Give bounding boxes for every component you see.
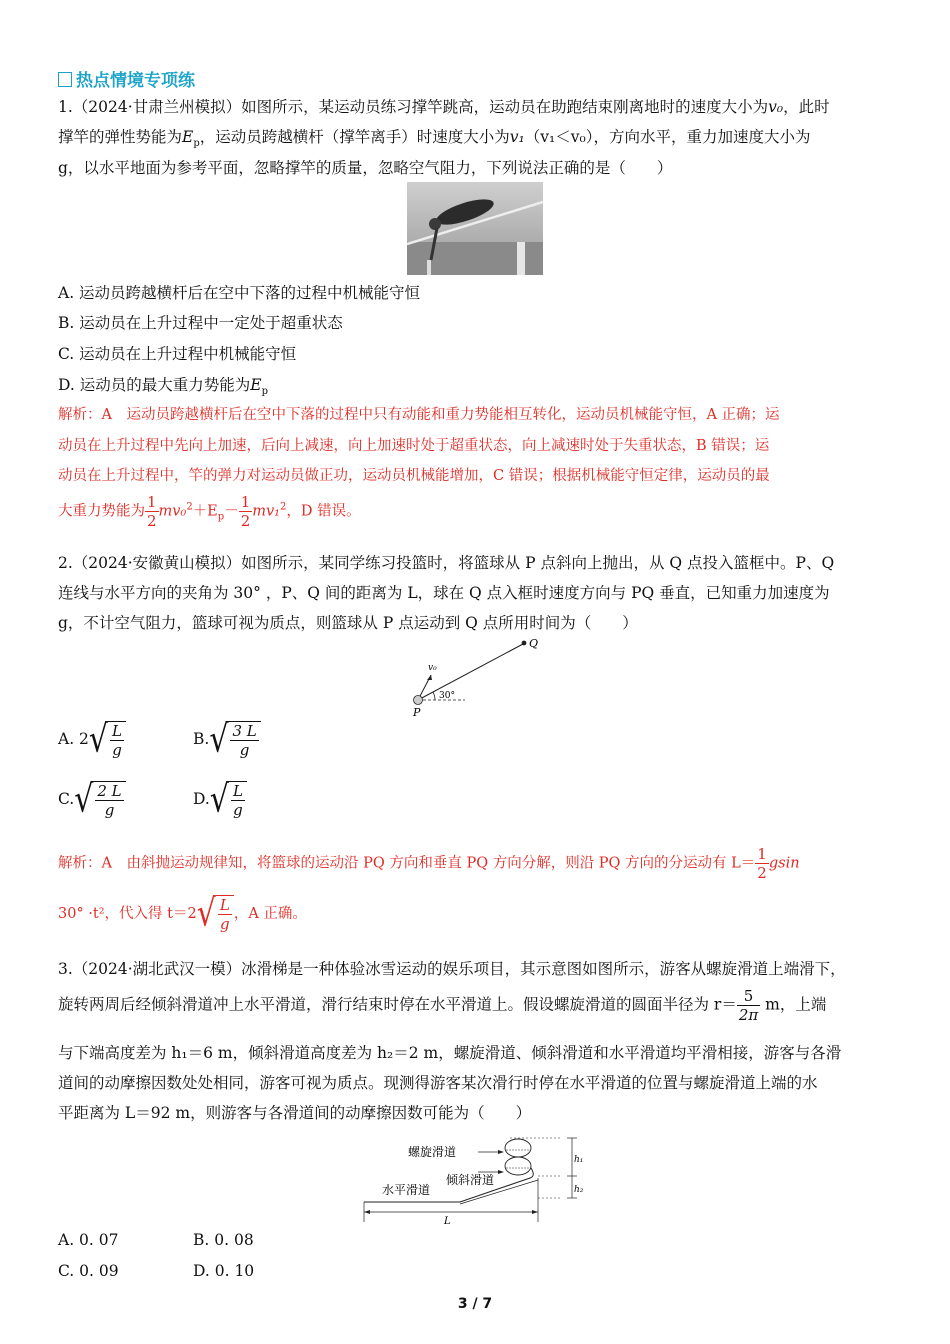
q2-line-2: 连线与水平方向的夹角为 30° ，P、Q 间的距离为 L，球在 Q 点入框时速度方向与 PQ 垂直，已知重力加速度为	[58, 584, 830, 602]
q3-line-1: 3.（2024·湖北武汉一模）冰滑梯是一种体验冰雪运动的娱乐项目，其示意图如图所示，游客从螺旋滑道上端滑下，	[58, 960, 846, 978]
ice-slide-diagram	[360, 1132, 600, 1227]
q1-answer-line-4: 大重力势能为 $\frac{1}{2}$ $mv_0^2+E_p-$ $\frac{1}{2}$ mv₁$^2$，D 错误。	[58, 493, 361, 530]
q2-line-3: g，不计空气阻力，篮球可视为质点，则篮球从 P 点运动到 Q 点所用时间为（ ）	[58, 614, 638, 632]
q2-option-c: C. √ $\frac{2 L}{g}$	[58, 781, 126, 819]
q2-option-d: D. √ $\frac{L}{g}$	[193, 781, 247, 819]
q3-option-c: C. 0. 09	[58, 1262, 119, 1280]
L-label: L	[444, 1216, 451, 1227]
v0-label: v₀	[428, 663, 437, 673]
angle-label: 30°	[439, 691, 455, 701]
q1-line-3: g，以水平地面为参考平面，忽略撑竿的质量，忽略空气阻力，下列说法正确的是（ ）	[58, 159, 673, 177]
basketball-diagram	[405, 634, 555, 720]
q3-option-b: B. 0. 08	[193, 1231, 254, 1249]
q1-option-a: A. 运动员跨越横杆后在空中下落的过程中机械能守恒	[58, 284, 421, 302]
incline-slide-label: 倾斜滑道	[446, 1173, 495, 1187]
q2-option-a: A. 2 √ $\frac{L}{g}$	[58, 721, 126, 759]
section-title: 热点情境专项练	[58, 66, 195, 91]
q3-line-2: 旋转两周后经倾斜滑道冲上水平滑道，滑行结束时停在水平滑道上。假设螺旋滑道的圆面半径为 r＝ $\frac{5}{2\pi}$ m，上端	[58, 987, 827, 1024]
q3-option-d: D. 0. 10	[193, 1262, 255, 1280]
checkbox-icon	[58, 72, 72, 87]
q3-option-a: A. 0. 07	[58, 1231, 119, 1249]
q1-answer-line-3: 动员在上升过程中，竿的弹力对运动员做正功，运动员机械能增加，C 错误；根据机械能守恒定律，运动员的最	[58, 468, 770, 484]
spiral-slide-label: 螺旋滑道	[408, 1145, 457, 1159]
q1-option-c: C. 运动员在上升过程中机械能守恒	[58, 345, 297, 363]
q1-answer-line-1: 解析：A 运动员跨越横杆后在空中下落的过程中只有动能和重力势能相互转化，运动员机械能守恒，A 正确；运	[58, 407, 780, 423]
q3-line-3: 与下端高度差为 h₁＝6 m，倾斜滑道高度差为 h₂＝2 m，螺旋滑道、倾斜滑道和水平滑道均平滑相接，游客与各滑	[58, 1044, 842, 1062]
q3-line-4: 道间的动摩擦因数处处相同，游客可视为质点。现测得游客某次滑行时停在水平滑道的位置与螺旋滑道上端的水	[58, 1074, 818, 1092]
q1-option-b: B. 运动员在上升过程中一定处于超重状态	[58, 314, 343, 332]
q1-line-1: 1.（2024·甘肃兰州模拟）如图所示，某运动员练习撑竿跳高，运动员在助跑结束刚离地时的速度大小为v₀，此时	[58, 98, 830, 116]
h1-label: h₁	[574, 1155, 584, 1165]
point-p-label: P	[413, 706, 421, 719]
q2-answer-line-2: 30° ·t²，代入得 t＝2 √ $\frac{L}{g}$ ，A 正确。	[58, 891, 307, 936]
h2-label: h₂	[574, 1185, 584, 1195]
page-number: 3 / 7	[457, 1296, 493, 1312]
point-q-label: Q	[529, 637, 539, 650]
q2-answer-line-1: 解析：A 由斜抛运动规律知，将篮球的运动沿 PQ 方向和垂直 PQ 方向分解，则沿 PQ 方向的分运动有 L＝ $\frac{1}{2}$ gsin	[58, 845, 800, 882]
q1-option-d: D. 运动员的最大重力势能为$E_p$	[58, 376, 268, 398]
q1-answer-line-2: 动员在上升过程中先向上加速，后向上减速，向上加速时处于超重状态，向上减速时处于失重状态，B 错误；运	[58, 438, 770, 454]
pole-vault-photo	[407, 182, 543, 275]
q3-line-5: 平距离为 L＝92 m，则游客与各滑道间的动摩擦因数可能为（ ）	[58, 1104, 532, 1122]
q2-line-1: 2.（2024·安徽黄山模拟）如图所示，某同学练习投篮时，将篮球从 P 点斜向上抛出，从 Q 点投入篮框中。P、Q	[58, 554, 835, 572]
q1-line-2: 撑竿的弹性势能为$E_p$，运动员跨越横杆（撑竿离手）时速度大小为v₁（v₁＜v₀），方向水平，重力加速度大小为	[58, 128, 811, 150]
horizontal-slide-label: 水平滑道	[382, 1183, 431, 1197]
q2-option-b: B. √ $\frac{3 L}{g}$	[193, 721, 261, 759]
